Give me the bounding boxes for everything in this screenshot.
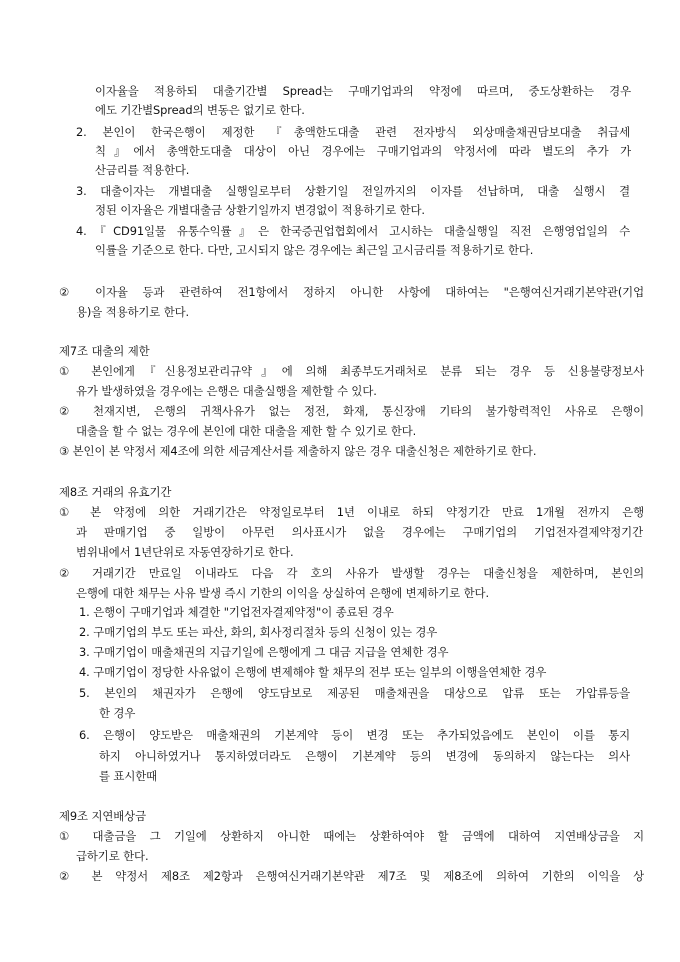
art9-item-1-line: ① 대출금을 그 기일에 상환하지 아니한 때에는 상환하여야 할 금액에 대하여 지연배상금을 지 [59, 829, 644, 843]
art6-item-4-line: 4.『CD91일물 유통수익률』은 한국증권업협회에서 고시하는 대출실행일 직전 은행영업일의 수 [76, 224, 630, 238]
art8-sub-item: 1. 은행이 구매기업과 체결한 "기업전자결제약정"이 종료된 경우 [79, 605, 394, 619]
art6-item-2-line: 칙』에서 총액한도대출 대상이 아닌 경우에는 구매기업과의 약정서에 따라 별도의 추가 가 [95, 144, 631, 158]
art7-item-2-line: ② 천재지변, 은행의 귀책사유가 없는 정전, 화재, 통신장애 기타의 불가항력적인 사유로 은행이 [59, 404, 644, 418]
art8-sub-item-cont: 를 표시한때 [99, 769, 158, 783]
art8-sub-item: 2. 구매기업의 부도 또는 파산, 화의, 회사정리절차 등의 신청이 있는 경우 [79, 625, 438, 639]
art8-paragraph-1-line: 범위내에서 1년단위로 자동연장하기로 한다. [76, 545, 294, 559]
art8-sub-item: 3. 구매기업이 매출채권의 지급기일에 은행에게 그 대금 지급을 연체한 경우 [79, 645, 449, 659]
article-7-title: 제7조 대출의 제한 [59, 344, 150, 358]
intro-line: 이자율을 적용하되 대출기간별 Spread는 구매기업과의 약정에 따르며, 중도상환하는 경우 [95, 84, 631, 98]
art7-item-1-line: ① 본인에게『신용정보관리규약』에 의해 최종부도거래처로 분류 되는 경우 등 신용불량정보사 [59, 364, 644, 378]
art8-paragraph-1-line: 과 판매기업 중 일방이 아무런 의사표시가 없을 경우에는 구매기업의 기업전자결제약정기간 [76, 525, 643, 539]
art6-item-4-line: 익률을 기준으로 한다. 다만, 고시되지 않은 경우에는 최근일 고시금리를 적용하기로 한다. [95, 243, 534, 257]
intro-line: 에도 기간별Spread의 변동은 없기로 한다. [95, 103, 305, 117]
art8-sub-item: 6. 은행이 양도받은 매출채권의 기본계약 등이 변경 또는 추가되었음에도 본인이 이를 통지 [79, 728, 630, 742]
art6-paragraph-2-line: 용)을 적용하기로 한다. [76, 305, 190, 319]
art8-sub-item-cont: 하지 아니하였거나 통지하였더라도 은행이 기본계약 등의 변경에 동의하지 않는다는 의사 [99, 749, 630, 763]
art9-item-1-line: 급하기로 한다. [76, 849, 149, 863]
art8-sub-item-cont: 한 경우 [99, 706, 136, 720]
art8-paragraph-2-line: ② 거래기간 만료일 이내라도 다음 각 호의 사유가 발생할 경우는 대출신청을 제한하며, 본인의 [59, 566, 644, 580]
art6-item-2-line: 2. 본인이 한국은행이 제정한 『총액한도대출 관련 전자방식 외상매출채권담보대출 취급세 [76, 125, 630, 139]
art6-item-3-line: 정된 이자율은 개별대출금 상환기일까지 변경없이 적용하기로 한다. [95, 203, 425, 217]
article-8-title: 제8조 거래의 유효기간 [59, 485, 172, 499]
art8-paragraph-2-line: 은행에 대한 채무는 사유 발생 즉시 기한의 이익을 상실하여 은행에 변제하기로 한다. [76, 586, 489, 600]
art9-item-2-line: ② 본 약정서 제8조 제2항과 은행여신거래기본약관 제7조 및 제8조에 의하여 기한의 이익을 상 [59, 869, 644, 883]
art6-item-2-line: 산금리를 적용한다. [95, 163, 190, 177]
art6-paragraph-2-line: ② 이자율 등과 관련하여 전1항에서 정하지 아니한 사항에 대하여는 "은행여신거래기본약관(기업 [59, 285, 644, 299]
art7-item-2-line: 대출을 할 수 없는 경우에 본인에 대한 대출을 제한 할 수 있기로 한다. [76, 424, 417, 438]
art6-item-3-line: 3. 대출이자는 개별대출 실행일로부터 상환기일 전일까지의 이자를 선납하며, 대출 실행시 결 [76, 184, 630, 198]
art8-sub-item: 4. 구매기업이 정당한 사유없이 은행에 변제해야 할 채무의 전부 또는 일부의 이행을연체한 경우 [79, 665, 547, 679]
art8-sub-item: 5. 본인의 채권자가 은행에 양도담보로 제공된 매출채권을 대상으로 압류 또는 가압류등을 [79, 686, 630, 700]
art7-item-3-line: ③ 본인이 본 약정서 제4조에 의한 세금계산서를 제출하지 않은 경우 대출신청은 제한하기로 한다. [59, 444, 537, 458]
art7-item-1-line: 유가 발생하였을 경우에는 은행은 대출실행을 제한할 수 있다. [76, 384, 377, 398]
art8-paragraph-1-line: ① 본 약정에 의한 거래기간은 약정일로부터 1년 이내로 하되 약정기간 만료 1개월 전까지 은행 [59, 505, 644, 519]
article-9-title: 제9조 지연배상금 [59, 809, 146, 823]
